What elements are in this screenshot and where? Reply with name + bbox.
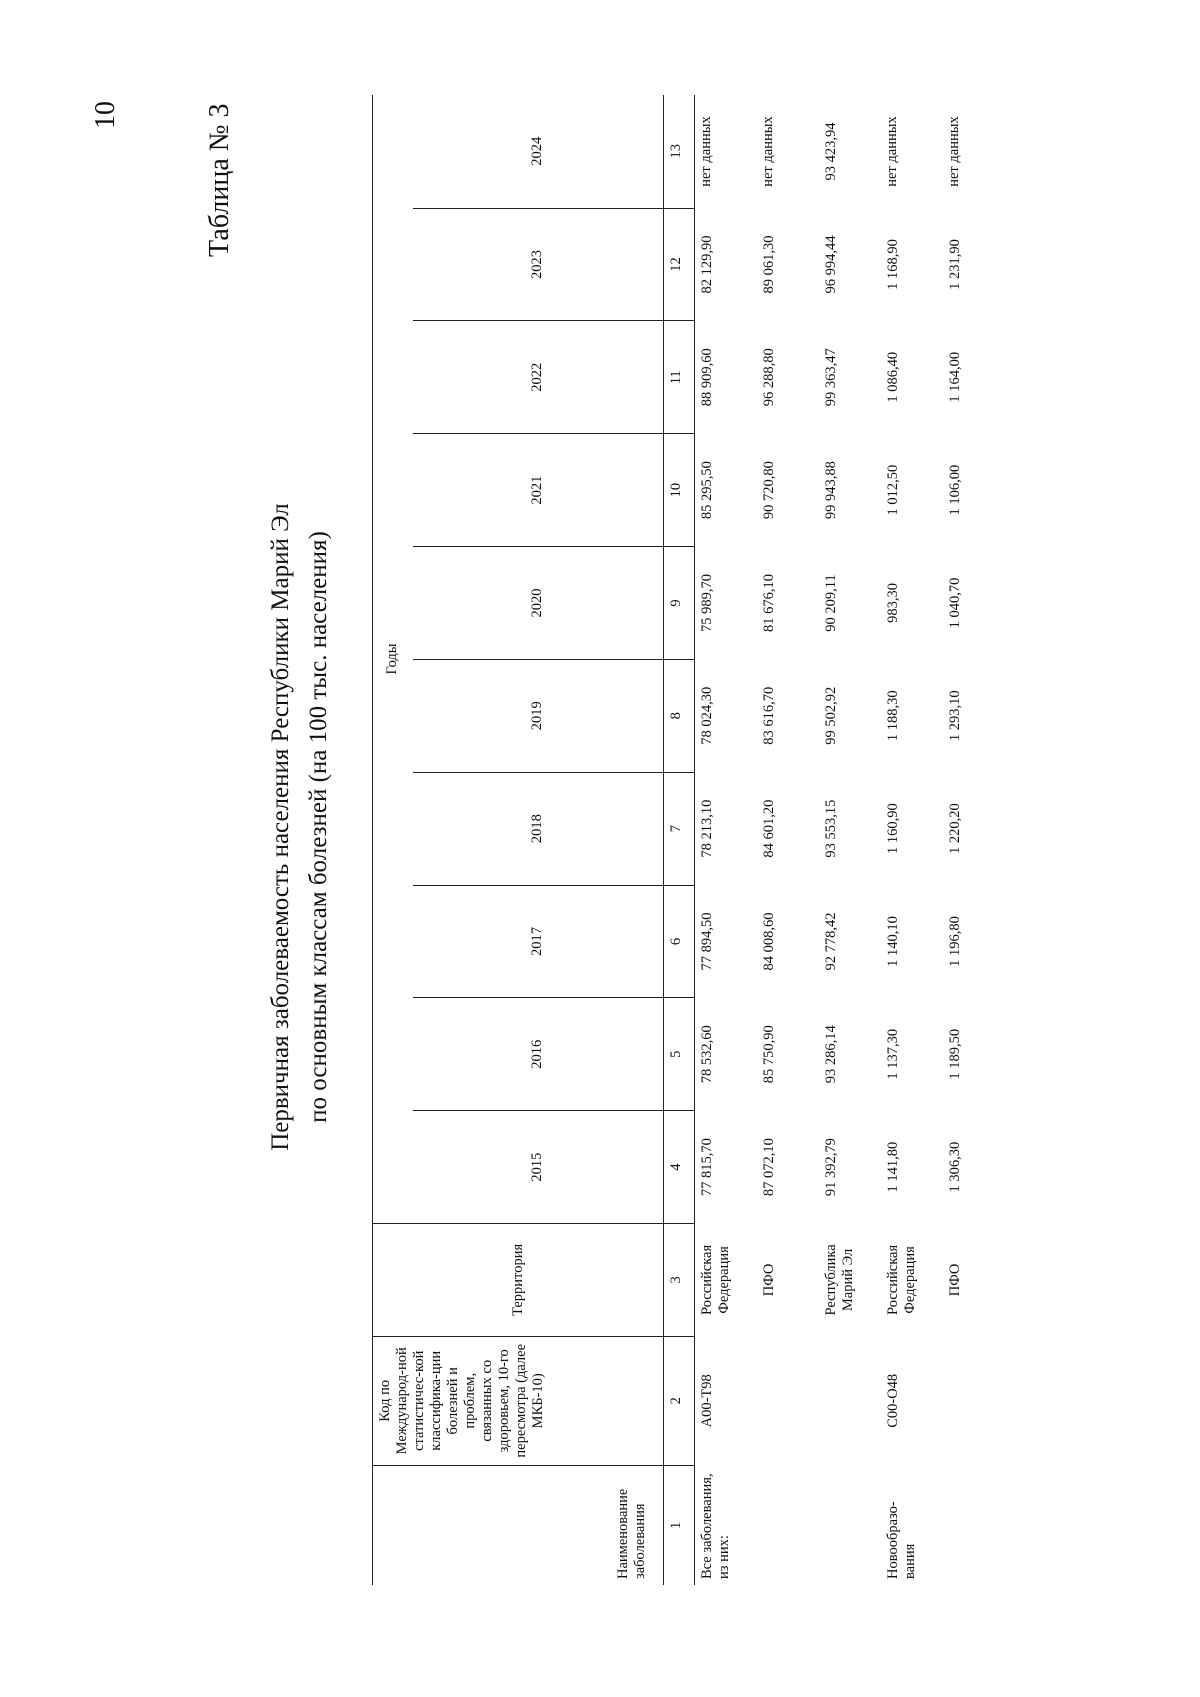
year-value: 90 209,11 (823, 574, 839, 632)
territory-name: Российская Федерация (885, 1244, 918, 1315)
disease-name: Новообразо-вания (885, 1501, 918, 1579)
table-row (881, 95, 943, 1585)
year-value: 78 024,30 (699, 686, 715, 745)
territory-name: Российская Федерация (699, 1244, 732, 1315)
header-year-2016: 2016 (413, 998, 664, 1111)
table-row (943, 95, 1005, 1585)
year-value: 93 423,94 (823, 122, 839, 181)
year-value: 1 160,90 (885, 803, 901, 854)
header-year-2020: 2020 (413, 547, 664, 660)
morbidity-table (372, 95, 1005, 1585)
disease-name (819, 1465, 881, 1585)
column-number: 3 (664, 1224, 695, 1337)
column-number: 10 (664, 434, 695, 547)
year-value: 96 994,44 (823, 235, 839, 294)
table-row (757, 95, 819, 1585)
header-territory: Территория (373, 1224, 664, 1337)
year-value: нет данных (760, 116, 776, 187)
year-value: 88 909,60 (699, 348, 715, 407)
year-value: 93 286,14 (823, 1025, 839, 1084)
year-value: 81 676,10 (761, 573, 777, 632)
header-year-2024: 2024 (529, 136, 546, 166)
column-number: 5 (664, 998, 695, 1111)
year-value: 91 392,79 (823, 1138, 839, 1197)
year-value: 92 778,42 (823, 912, 839, 971)
header-years-label: Годы (373, 95, 413, 1224)
page-number: 10 (90, 101, 121, 129)
year-value: 96 288,80 (761, 348, 777, 407)
year-value: 99 943,88 (823, 461, 839, 520)
year-value: 1 231,90 (947, 239, 963, 290)
table-title-line1: Первичная заболеваемость населения Республики Марий Эл (267, 503, 294, 1151)
year-value: 78 213,10 (699, 799, 715, 858)
table-title-line2: по основным классам болезней (на 100 тыс. населения) (305, 531, 332, 1123)
header-year-2019: 2019 (413, 659, 664, 772)
year-value: 82 129,90 (699, 235, 715, 294)
year-value: 85 295,50 (699, 461, 715, 520)
year-value: 1 106,00 (947, 464, 963, 516)
territory-name: ПФО (761, 1263, 777, 1297)
header-year-2015: 2015 (413, 1111, 664, 1224)
column-number: 1 (664, 1465, 695, 1585)
icd-code (819, 1336, 881, 1465)
icd-code (757, 1336, 819, 1465)
year-value: 84 008,60 (761, 912, 777, 971)
table-row (695, 95, 758, 1585)
disease-name: Все заболевания, из них: (699, 1473, 732, 1579)
header-year-2017: 2017 (413, 885, 664, 998)
year-value: 93 553,15 (823, 799, 839, 858)
header-year-2021: 2021 (413, 434, 664, 547)
year-value: 77 894,50 (699, 912, 715, 971)
year-value: 1 140,10 (885, 916, 901, 967)
year-value: 1 141,80 (885, 1141, 901, 1193)
column-number: 8 (664, 659, 695, 772)
icd-code: C00-O48 (885, 1373, 901, 1428)
territory-name: ПФО (947, 1263, 963, 1297)
year-value: 78 532,60 (699, 1025, 715, 1084)
year-value: 1 188,30 (885, 690, 901, 742)
year-value: 85 750,90 (761, 1025, 777, 1084)
column-number: 2 (664, 1336, 695, 1465)
year-value: 1 196,80 (947, 916, 963, 967)
header-disease: Наименование заболевания (373, 1465, 664, 1585)
year-value: 1 306,30 (947, 1141, 963, 1193)
territory-name: Республика Марий Эл (823, 1244, 856, 1316)
year-value: 1 189,50 (947, 1028, 963, 1080)
table-label: Таблица № 3 (204, 103, 235, 257)
year-value: 90 720,80 (761, 461, 777, 520)
header-year-2022: 2022 (413, 321, 664, 434)
column-number: 6 (664, 885, 695, 998)
year-value: 1 220,20 (947, 803, 963, 854)
year-value: 1 137,30 (885, 1028, 901, 1080)
year-value: 1 012,50 (885, 464, 901, 516)
column-number: 7 (664, 772, 695, 885)
year-value: нет данных (884, 116, 900, 187)
disease-name (757, 1465, 819, 1585)
year-value: 77 815,70 (699, 1138, 715, 1197)
icd-code (943, 1336, 1005, 1465)
table-row (819, 95, 881, 1585)
year-value: 1 086,40 (885, 351, 901, 403)
year-value: нет данных (946, 116, 962, 187)
year-value: 83 616,70 (761, 686, 777, 745)
year-value: 1 164,00 (947, 351, 963, 403)
year-value: 89 061,30 (761, 235, 777, 294)
year-value: нет данных (698, 116, 714, 187)
icd-code: A00-T98 (699, 1374, 715, 1428)
column-number: 13 (664, 95, 695, 208)
year-value: 87 072,10 (761, 1138, 777, 1197)
column-number: 4 (664, 1111, 695, 1224)
year-value: 84 601,20 (761, 799, 777, 858)
year-value: 99 363,47 (823, 348, 839, 407)
column-number: 9 (664, 547, 695, 660)
column-number: 11 (664, 321, 695, 434)
year-value: 983,30 (885, 583, 901, 623)
header-year-2023: 2023 (413, 208, 664, 321)
year-value: 1 040,70 (947, 577, 963, 629)
year-value: 1 293,10 (947, 690, 963, 742)
header-year-2018: 2018 (413, 772, 664, 885)
disease-name (943, 1465, 1005, 1585)
year-value: 75 989,70 (699, 573, 715, 632)
year-value: 99 502,92 (823, 686, 839, 745)
header-code: Код по Международ-ной статистичес-кой классифика-ции болезней и проблем, связанных со здоровьем, 10-го пересмотра (далее МКБ-10) (373, 1336, 664, 1465)
year-value: 1 168,90 (885, 239, 901, 290)
column-number: 12 (664, 208, 695, 321)
